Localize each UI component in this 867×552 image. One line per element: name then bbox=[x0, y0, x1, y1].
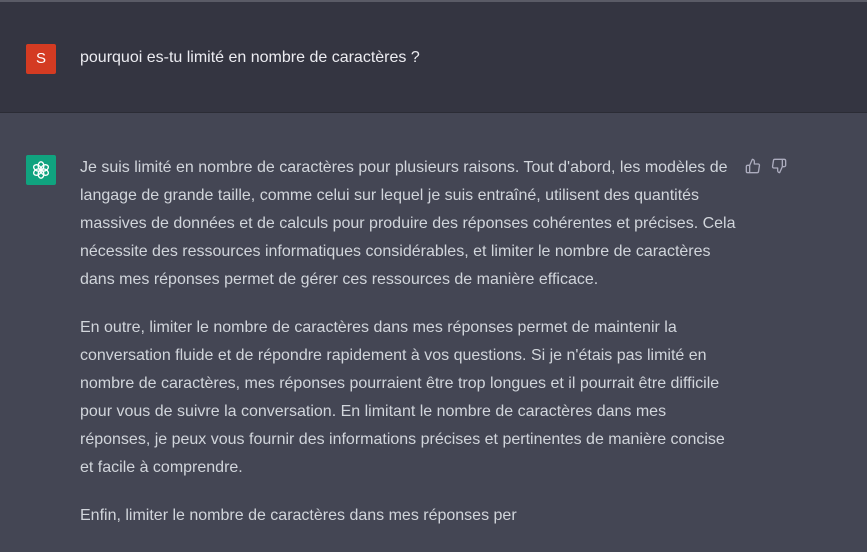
answer-paragraph: En outre, limiter le nombre de caractères dans mes réponses permet de maintenir la conversation fluide et de répondre rapidement à vos questions. Si je n'étais pas limité en nombre de caractères, mes réponses pourraient être trop longues et il pourrait être difficile pour vous de suivre la conversation. En limitant le nombre de caractères dans mes réponses, je peux vous fournir des informations précises et pertinentes de manière concise et facile à comprendre. bbox=[80, 319, 725, 476]
feedback-buttons bbox=[744, 157, 788, 175]
user-avatar: S bbox=[26, 44, 56, 74]
thumbs-up-icon bbox=[745, 158, 761, 174]
user-message-row bbox=[0, 2, 867, 113]
assistant-message-text bbox=[80, 154, 736, 550]
thumbs-down-icon bbox=[771, 158, 787, 174]
thumbs-down-button[interactable] bbox=[770, 157, 788, 175]
answer-paragraph: Je suis limité en nombre de caractères pour plusieurs raisons. Tout d'abord, les modèles de langage de grande taille, comme celui sur lequel je suis entraîné, utilisent des quantités massives de données et de calculs pour produire des réponses cohérentes et précises. Cela nécessite des ressources informatiques considérables, et limiter le nombre de caractères dans mes réponses permet de gérer ces ressources de manière efficace. bbox=[80, 159, 736, 288]
openai-logo-icon bbox=[30, 159, 52, 181]
assistant-message-row bbox=[0, 113, 867, 552]
user-message-text: pourquoi es-tu limité en nombre de caractères ? bbox=[80, 49, 420, 66]
answer-paragraph: Enfin, limiter le nombre de caractères dans mes réponses per bbox=[80, 507, 517, 524]
thumbs-up-button[interactable] bbox=[744, 157, 762, 175]
assistant-avatar bbox=[26, 155, 56, 185]
